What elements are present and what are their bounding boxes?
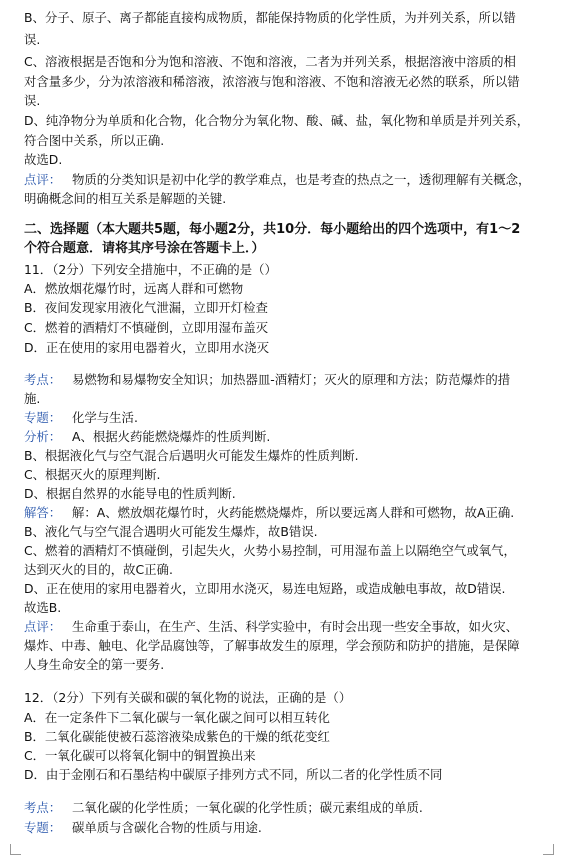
text-line [24, 486, 236, 502]
line-text: D、根据自然界的水能导电的性质判断. [24, 486, 236, 501]
line-text: 对含量多少，分为浓溶液和稀溶液，浓溶液与饱和溶液、不饱和溶液无必然的联系，所以错 [24, 74, 520, 89]
comment-label: 点评： [24, 619, 62, 634]
line-text: D、纯净物分为单质和化合物，化合物分为氧化物、酸、碱、盐，氧化物和单质是并列关系， [24, 113, 530, 128]
text-line [24, 467, 161, 483]
line-text: 达到灭火的目的，故C正确. [24, 562, 173, 577]
line-text: 物质的分类知识是初中化学的教学难点，也是考查的热点之一，透彻理解有关概念， [72, 172, 531, 187]
text-line [24, 600, 61, 616]
option-b [24, 300, 268, 316]
line-text: 二氧化碳的化学性质；一氧化碳的化学性质；碳元素组成的单质. [72, 800, 423, 815]
line-text: B、液化气与空气混合遇明火可能发生爆炸，故B错误. [24, 524, 318, 539]
option-text: B．夜间发现家用液化气泄漏，立即开灯检查 [24, 300, 268, 315]
option-a [24, 281, 243, 297]
text-line [24, 10, 516, 26]
option-d [24, 767, 442, 783]
option-text: D．正在使用的家用电器着火，立即用水浇灭 [24, 340, 269, 355]
zhuanti-label: 专题： [24, 410, 62, 425]
line-text: 明确概念间的相互关系是解题的关键. [24, 191, 227, 206]
text-line [24, 562, 173, 578]
option-text: A．在一定条件下二氧化碳与一氧化碳之间可以相互转化 [24, 710, 330, 725]
line-text: 人身生命安全的第一要务. [24, 657, 165, 672]
jieda-label: 解答： [24, 505, 62, 520]
text-line [24, 657, 164, 673]
line-text: B、根据液化气与空气混合后遇明火可能发生爆炸的性质判断. [24, 448, 359, 463]
comment-line [24, 619, 518, 635]
section-heading [24, 241, 265, 257]
heading-text: 个符合题意．请将其序号涂在答题卡上．） [24, 241, 265, 256]
section-heading [24, 222, 520, 238]
comment-label: 点评： [24, 172, 62, 187]
text-line [24, 32, 40, 48]
kaodian-label: 考点： [24, 372, 62, 387]
fenxi-label: 分析： [24, 429, 62, 444]
text-line [24, 448, 359, 464]
question-text: 12．（2分）下列有关碳和碳的氧化物的说法，正确的是（） [24, 690, 352, 705]
kaodian-line [24, 372, 510, 388]
line-text: 化学与生活. [72, 410, 138, 425]
heading-text: 二、选择题（本大题共5题，每小题2分，共10分．每小题给出的四个选项中，有1～2 [24, 222, 521, 237]
page-corner-mark [543, 844, 554, 855]
line-text: 碳单质与含碳化合物的性质与用途. [72, 820, 262, 835]
text-line [24, 54, 516, 70]
line-text: 故选D. [24, 152, 63, 167]
text-line [24, 93, 40, 109]
text-line [24, 543, 516, 559]
option-text: C．一氧化碳可以将氧化铜中的铜置换出来 [24, 748, 256, 763]
line-text: B、分子、原子、离子都能直接构成物质，都能保持物质的化学性质，为并列关系，所以错 [24, 10, 516, 25]
zhuanti-line [24, 820, 262, 836]
line-text: C、燃着的酒精灯不慎碰倒，引起失火，火势小易控制，可用湿布盖上以隔绝空气或氧气， [24, 543, 516, 558]
text-line [24, 113, 529, 129]
text-line [24, 133, 164, 149]
jieda-line [24, 505, 514, 521]
option-text: C．燃着的酒精灯不慎碰倒，立即用湿布盖灭 [24, 320, 269, 335]
zhuanti-label: 专题： [24, 820, 62, 835]
line-text: 易燃物和易爆物安全知识；加热器皿-酒精灯；灭火的原理和方法；防范爆炸的措 [72, 372, 511, 387]
text-line [24, 391, 40, 407]
text-line [24, 74, 520, 90]
line-text: A、根据火药能燃烧爆炸的性质判断. [72, 429, 271, 444]
option-b [24, 729, 330, 745]
zhuanti-line [24, 410, 138, 426]
fenxi-line [24, 429, 270, 445]
line-text: D、正在使用的家用电器着火，立即用水浇灭，易连电短路，或造成触电事故，故D错误. [24, 581, 506, 596]
option-text: D．由于金刚石和石墨结构中碳原子排列方式不同，所以二者的化学性质不同 [24, 767, 443, 782]
text-line [24, 581, 505, 597]
text-line [24, 152, 62, 168]
comment-line [24, 172, 530, 188]
line-text: 误. [24, 32, 41, 47]
option-text: A．燃放烟花爆竹时，远离人群和可燃物 [24, 281, 244, 296]
question-text: 11．（2分）下列安全措施中，不正确的是（） [24, 262, 277, 277]
line-text: 解：A、燃放烟花爆竹时，火药能燃烧爆炸，所以要远离人群和可燃物，故A正确. [72, 505, 515, 520]
option-a [24, 710, 330, 726]
line-text: 误. [24, 93, 41, 108]
line-text: C、溶液根据是否饱和分为饱和溶液、不饱和溶液，二者为并列关系，根据溶液中溶质的相 [24, 54, 516, 69]
line-text: 施. [24, 391, 41, 406]
option-c [24, 748, 256, 764]
page-corner-mark [10, 844, 21, 855]
question-11 [24, 262, 277, 278]
text-line [24, 191, 226, 207]
text-line [24, 638, 520, 654]
line-text: 生命重于泰山，在生产、生活、科学实验中，有时会出现一些安全事故，如火灾、 [72, 619, 519, 634]
line-text: 爆炸、中毒、触电、化学品腐蚀等，了解事故发生的原理，学会预防和防护的措施，是保障 [24, 638, 520, 653]
kaodian-line [24, 800, 423, 816]
line-text: C、根据灭火的原理判断. [24, 467, 161, 482]
line-text: 符合图中关系，所以正确. [24, 133, 165, 148]
text-line [24, 524, 318, 540]
option-text: B．二氧化碳能使被石蕊溶液染成紫色的干燥的纸花变红 [24, 729, 330, 744]
option-c [24, 320, 268, 336]
kaodian-label: 考点： [24, 800, 62, 815]
option-d [24, 340, 269, 356]
question-12 [24, 690, 351, 706]
line-text: 故选B. [24, 600, 62, 615]
